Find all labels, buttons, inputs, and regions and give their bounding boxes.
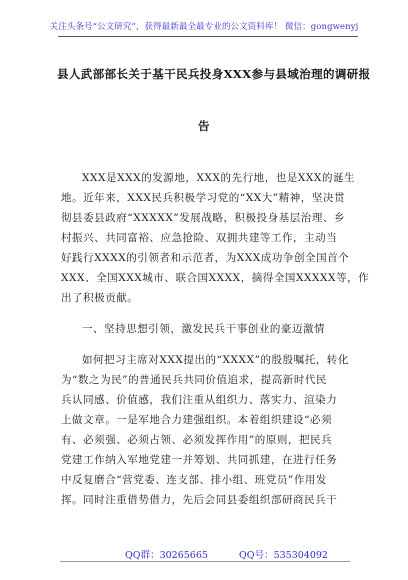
body-line: 有、必须强、必须占领、必须发挥作用”的原则，把民兵 xyxy=(61,434,333,446)
body-line: 出了积极贡献。 xyxy=(61,292,139,304)
body-line: 好践行XXXX的引领者和示范者，为XXX成功争创全国首个 xyxy=(61,252,350,264)
footer-qq-number: QQ号：535304092 xyxy=(239,550,328,561)
document-title-line-1: 县人武部部长关于基干民兵投身XXX参与县域治理的调研报 xyxy=(57,67,371,81)
footer xyxy=(0,547,408,561)
body-line: 为“数之为民”的普通民兵共同价值追求，提高新时代民 xyxy=(61,374,327,386)
body-line: 挥。同时注重借势借力，先后会同县委组织部研商民兵干 xyxy=(61,494,338,506)
body-line: 上做文章。一是军地合力建强组织。本着组织建设“必须 xyxy=(61,414,333,426)
body-line: 村振兴、共同富裕、应急抢险、双拥共建等工作，主动当 xyxy=(61,232,338,244)
body-line: 中反复磨合“营党委、连支部、排小组、班党员”作用发 xyxy=(61,474,327,486)
footer-divider xyxy=(60,561,350,562)
body-line: 如何把习主席对XXX提出的“XXXX”的殷殷嘱托，转化 xyxy=(82,354,349,366)
section-heading: 一、坚持思想引领，激发民兵干事创业的豪迈激情 xyxy=(82,323,326,335)
body-line: 彻县委县政府“XXXXX”发展战略，积极投身基层治理、乡 xyxy=(61,212,346,224)
header-divider xyxy=(58,36,358,37)
document-title-line-2: 告 xyxy=(198,119,210,133)
body-line: 兵认同感、价值感，我们注重从组织力、落实力、渲染力 xyxy=(61,394,338,406)
body-line: XXX是XXX的发源地，XXX的先行地，也是XXX的诞生 xyxy=(82,172,356,184)
body-line: 党建工作纳入军地党建一并筹划、共同抓建，在进行任务 xyxy=(61,454,338,466)
footer-qq-group: QQ群：30265665 xyxy=(125,550,208,561)
body-line: XXX、全国XXX城市、联合国XXXX，摘得全国XXXXX等，作 xyxy=(61,272,370,284)
header-banner: 关注头条号“公文研究”，获得最新最全最专业的公文资料库！ 微信：gongwenyj xyxy=(49,22,359,32)
body-line: 地。近年来，XXX民兵积极学习党的“XX大”精神，坚决贯 xyxy=(61,192,346,204)
